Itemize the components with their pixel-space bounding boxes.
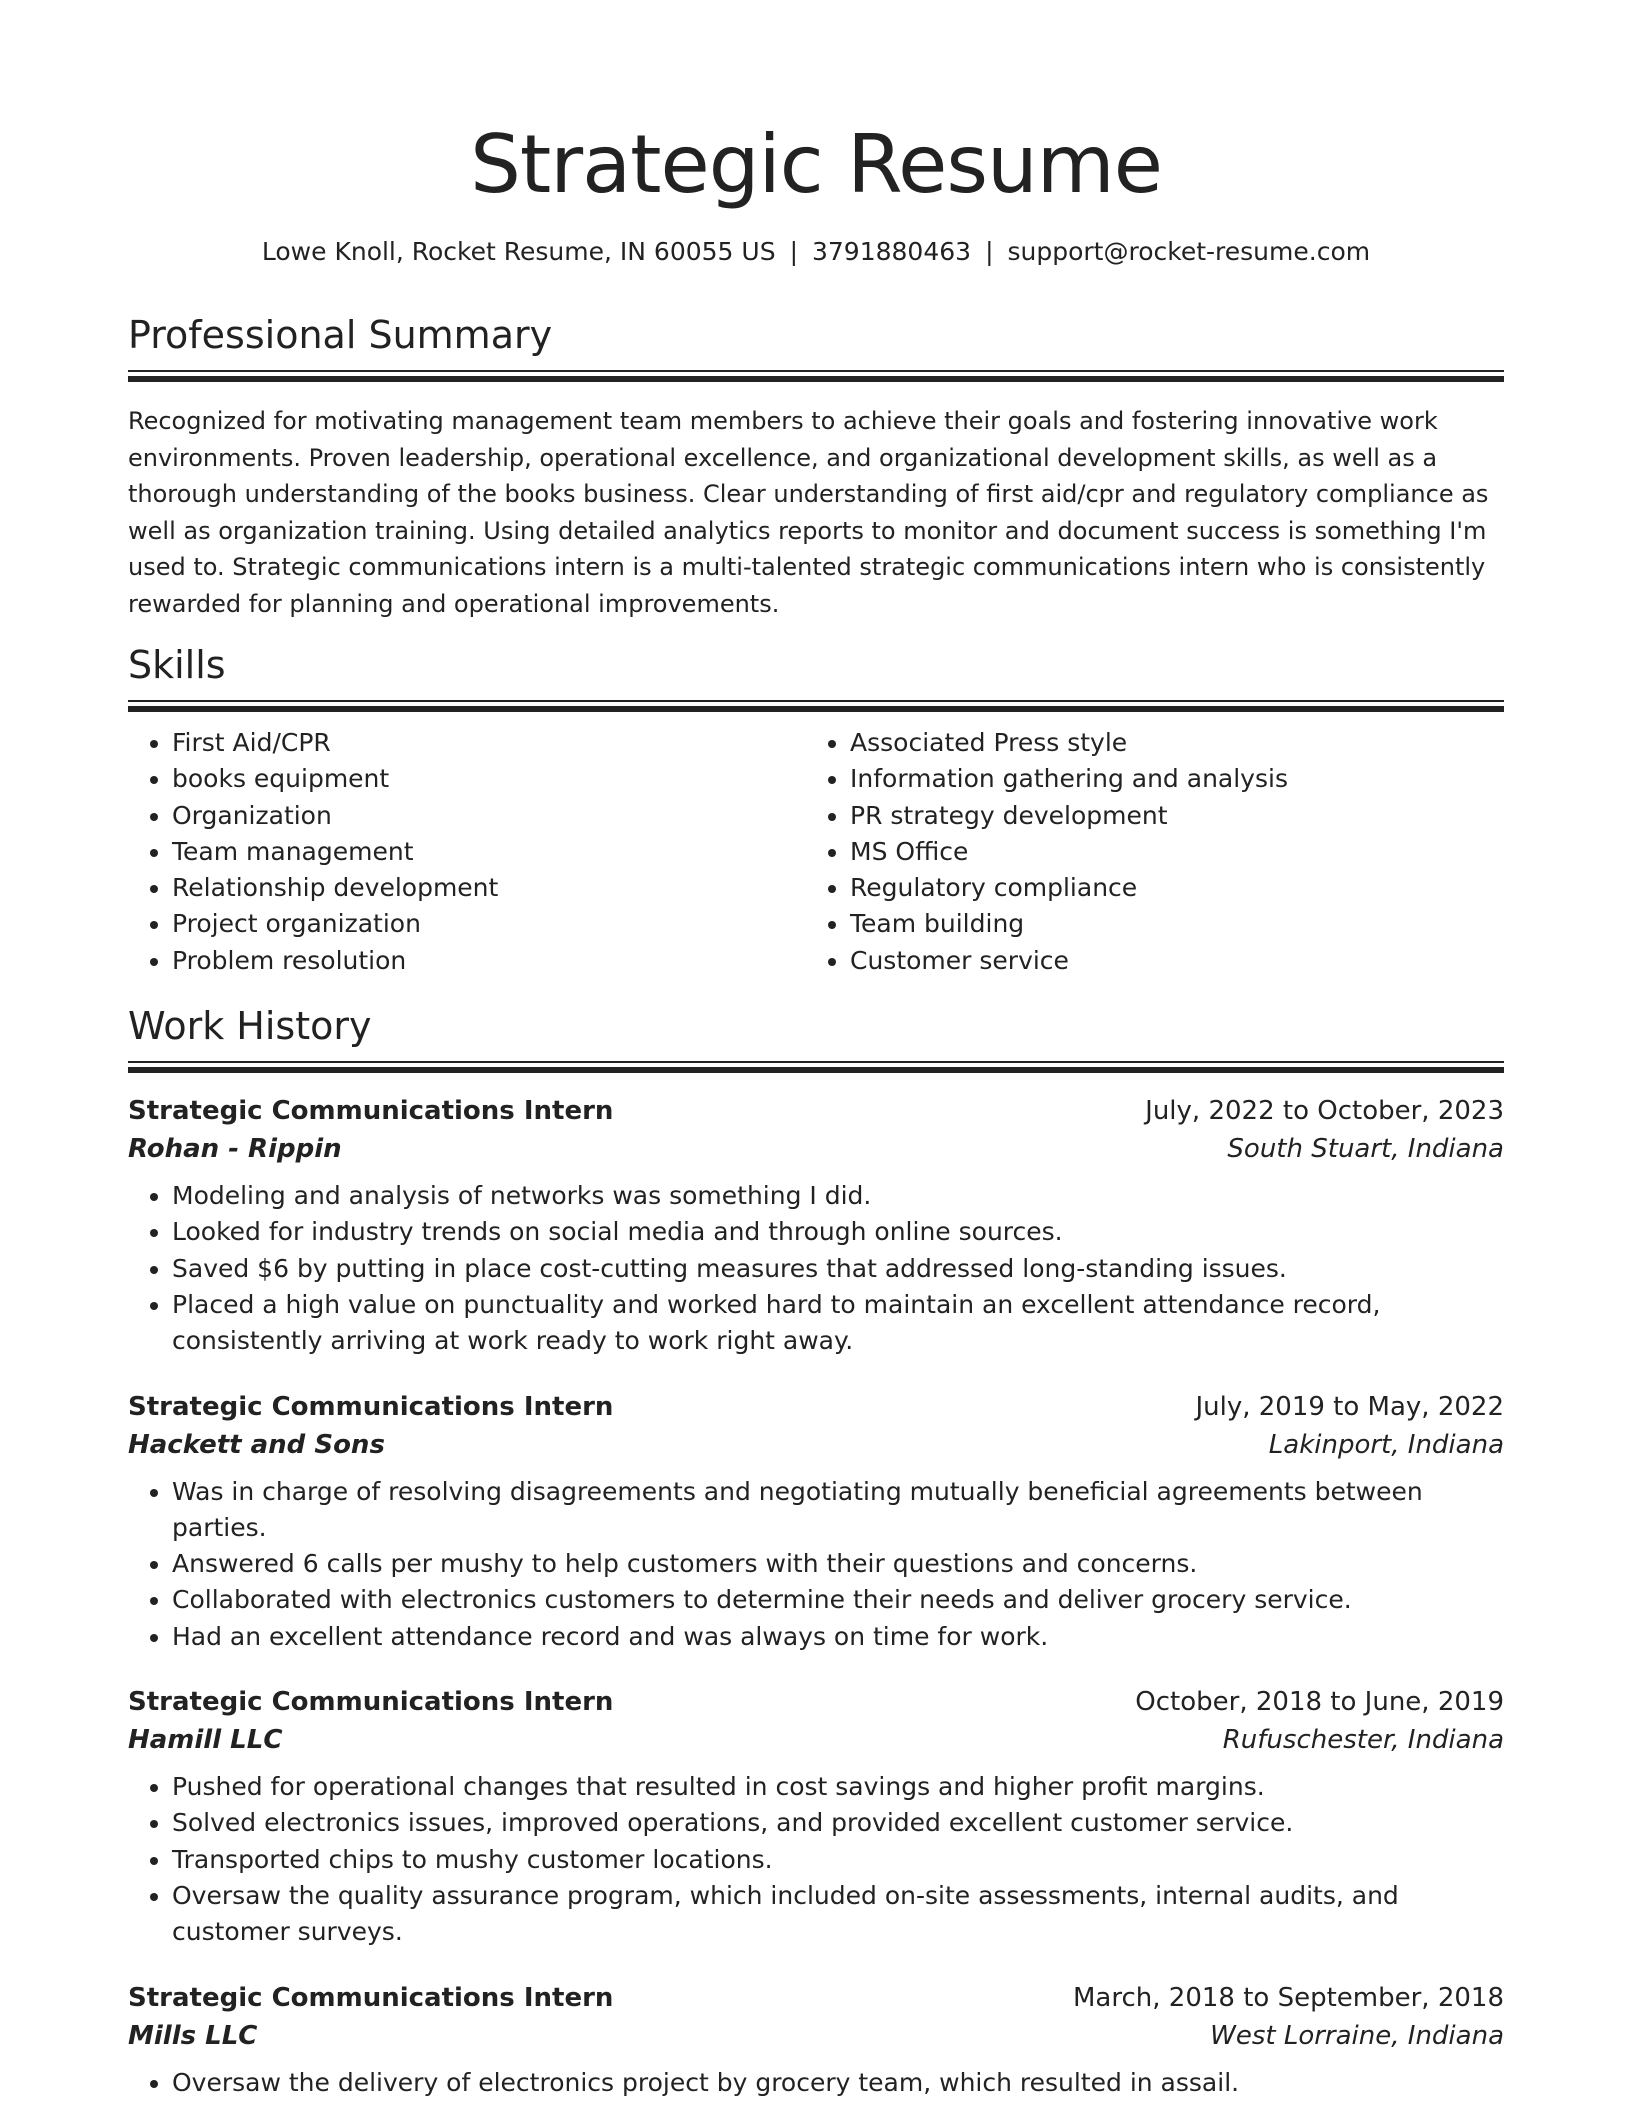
section-divider (128, 1061, 1504, 1072)
skills-list-left (128, 725, 806, 979)
job-dates: October, 2018 to June, 2019 (1135, 1687, 1504, 1718)
skill-item: • Information gathering and analysis (850, 761, 1484, 797)
section-heading-work-history: Work History (128, 1004, 372, 1049)
job-bullet: • Modeling and analysis of networks was something I did. (172, 1178, 1504, 1214)
job-bullet: • Oversaw the delivery of electronics project by grocery team, which resulted in assail. (172, 2065, 1504, 2101)
job-header-row (128, 1979, 1504, 2017)
contact-line (128, 236, 1504, 268)
job-company-row (128, 1426, 1504, 1464)
job-entry (128, 1388, 1504, 1655)
job-location: South Stuart, Indiana (1227, 1134, 1504, 1165)
skills-list-right (806, 725, 1484, 979)
skill-item: • books equipment (172, 761, 806, 797)
job-location: West Lorraine, Indiana (1210, 2020, 1504, 2051)
skill-item: • Associated Press style (850, 725, 1484, 761)
job-dates: July, 2022 to October, 2023 (1145, 1096, 1504, 1127)
skill-item: • Team building (850, 906, 1484, 942)
job-company-row (128, 2017, 1504, 2055)
section-heading-summary: Professional Summary (128, 313, 553, 357)
resume-content (128, 0, 1504, 2101)
job-bullet: • Had an excellent attendance record and was always on time for work. (172, 1619, 1504, 1655)
skill-item: • Project organization (172, 906, 806, 942)
skill-item: • Problem resolution (172, 943, 806, 979)
job-bullet: • Collaborated with electronics customers to determine their needs and deliver grocery service. (172, 1582, 1504, 1618)
job-bullet: • Transported chips to mushy customer locations. (172, 1842, 1504, 1878)
job-header-row (128, 1683, 1504, 1721)
contact-separator: | (985, 237, 994, 266)
resume-title: Strategic Resume (470, 118, 1162, 211)
skill-item: • Customer service (850, 943, 1484, 979)
summary-paragraph: Recognized for motivating management team members to achieve their goals and fostering innovative work environments. Proven leadership, operational excellence, and organizational development skills, as well as a thorough understanding of the books business. Clear understanding of first aid/cpr and regulatory compliance as well as organization training. Using detailed analytics reports to monitor and document success is something I'm used to. Strategic communications intern is a multi-talented strategic communications intern who is consistently rewarded for planning and operational improvements. (128, 407, 1489, 618)
job-dates: March, 2018 to September, 2018 (1073, 1982, 1504, 2013)
job-bullet-list (128, 1178, 1504, 1359)
skill-item: • Team management (172, 834, 806, 870)
job-entry (128, 1683, 1504, 1950)
job-location: Rufuschester, Indiana (1222, 1725, 1504, 1756)
job-dates: July, 2019 to May, 2022 (1195, 1391, 1504, 1422)
skills-grid (128, 725, 1504, 979)
job-bullet: • Saved $6 by putting in place cost-cutting measures that addressed long-standing issues. (172, 1251, 1504, 1287)
skill-item: • PR strategy development (850, 798, 1484, 834)
contact-address: Lowe Knoll, Rocket Resume, IN 60055 US (261, 237, 776, 266)
job-bullet: • Placed a high value on punctuality and worked hard to maintain an excellent attendance record, consistently arriving at work ready to work right away. (172, 1287, 1504, 1360)
contact-separator: | (789, 237, 798, 266)
contact-email: support@rocket-resume.com (1007, 237, 1371, 266)
job-bullet: • Answered 6 calls per mushy to help customers with their questions and concerns. (172, 1546, 1504, 1582)
job-company: Mills LLC (128, 2020, 258, 2051)
job-title: Strategic Communications Intern (128, 1096, 614, 1127)
skill-item: • Regulatory compliance (850, 870, 1484, 906)
job-company: Hackett and Sons (128, 1429, 385, 1460)
skill-item: • MS Office (850, 834, 1484, 870)
section-divider (128, 370, 1504, 381)
job-bullet-list (128, 1474, 1504, 1655)
skills-section (128, 642, 1504, 979)
section-heading-skills: Skills (128, 643, 226, 687)
section-divider (128, 700, 1504, 711)
job-title: Strategic Communications Intern (128, 1982, 614, 2013)
job-bullet: • Looked for industry trends on social media and through online sources. (172, 1214, 1504, 1250)
job-entry (128, 1979, 1504, 2101)
contact-phone: 3791880463 (812, 237, 972, 266)
skill-item: • First Aid/CPR (172, 725, 806, 761)
job-title: Strategic Communications Intern (128, 1391, 614, 1422)
job-company: Rohan - Rippin (128, 1134, 342, 1165)
skill-item: • Relationship development (172, 870, 806, 906)
job-bullet-list (128, 1769, 1504, 1950)
job-company-row (128, 1721, 1504, 1759)
job-bullet: • Was in charge of resolving disagreements and negotiating mutually beneficial agreements between parties. (172, 1474, 1504, 1547)
work-history-section (128, 1003, 1504, 2101)
job-company-row (128, 1130, 1504, 1168)
professional-summary-section (128, 312, 1504, 622)
job-bullet: • Oversaw the quality assurance program, which included on-site assessments, internal audits, and customer surveys. (172, 1878, 1504, 1951)
job-entry (128, 1092, 1504, 1359)
job-title: Strategic Communications Intern (128, 1687, 614, 1718)
job-company: Hamill LLC (128, 1725, 283, 1756)
skill-item: • Organization (172, 798, 806, 834)
job-location: Lakinport, Indiana (1268, 1429, 1504, 1460)
job-header-row (128, 1388, 1504, 1426)
job-bullet: • Pushed for operational changes that resulted in cost savings and higher profit margins. (172, 1769, 1504, 1805)
job-bullet: • Solved electronics issues, improved operations, and provided excellent customer service. (172, 1805, 1504, 1841)
job-header-row (128, 1092, 1504, 1130)
job-bullet-list (128, 2065, 1504, 2101)
